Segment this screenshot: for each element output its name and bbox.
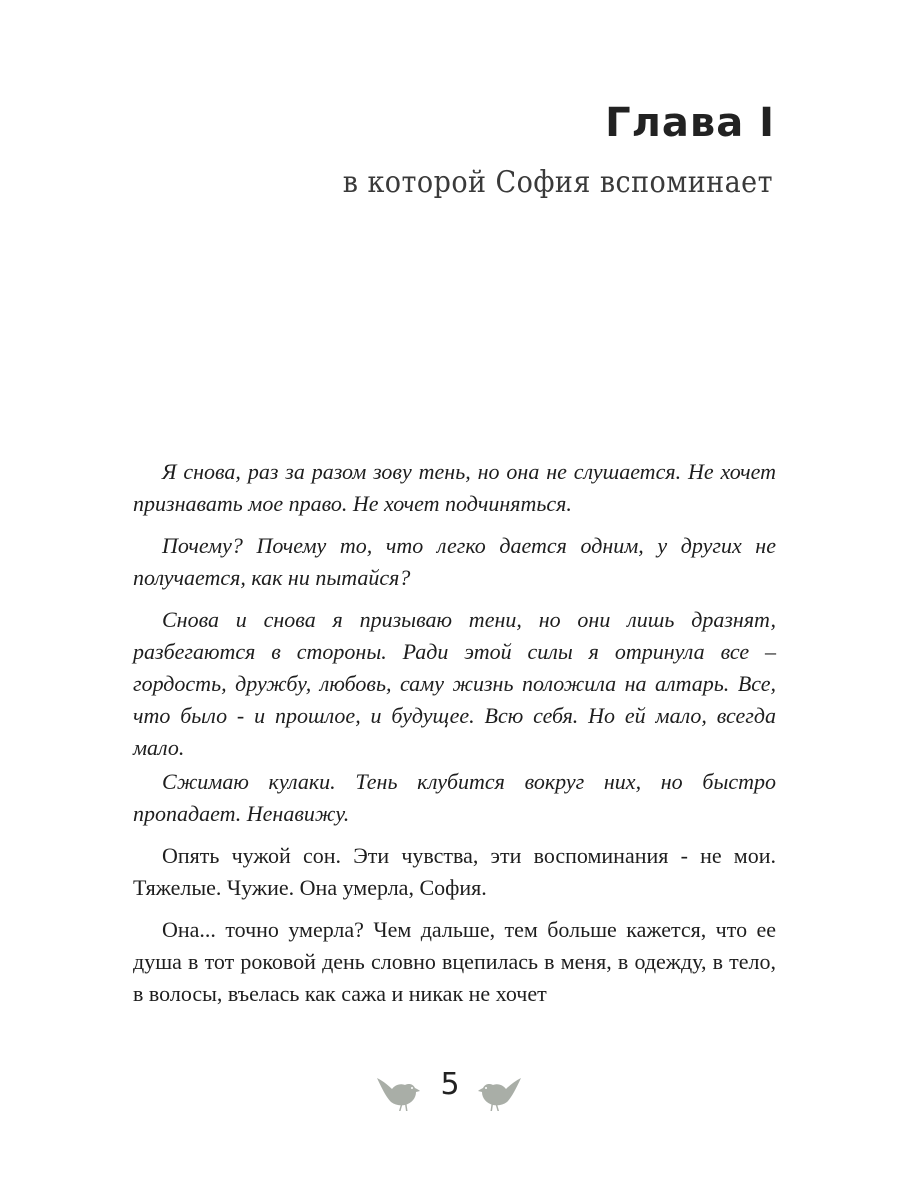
chapter-title: Глава I [605,100,775,146]
chapter-subtitle: в которой София вспоминает [342,165,773,200]
paragraph-3: Снова и снова я призываю тени, но они лишь дразнят, разбегаются в стороны. Ради этой силы я отринула все – гордость, дружбу, любовь, саму жизнь положила на алтарь. Все, что было - и прошлое, и будущее. Всю себя. Но ей мало, всегда мало. [133,607,776,760]
paragraph-6: Она... точно умерла? Чем дальше, тем больше кажется, что ее душа в тот роковой день словно вцепилась в меня, в одежду, в тело, в волосы, въелась как сажа и никак не хочет [133,917,776,1006]
page-number: 5 [440,1067,460,1102]
sparrow-icon [375,1071,421,1111]
sparrow-icon [477,1071,523,1111]
paragraph-1: Я снова, раз за разом зову тень, но она не слушается. Не хочет признавать мое право. Не хочет подчиняться. [133,459,776,516]
paragraph-4: Сжимаю кулаки. Тень клубится вокруг них, но быстро пропадает. Ненавижу. [133,769,776,826]
paragraph-5: Опять чужой сон. Эти чувства, эти воспоминания - не мои. Тяжелые. Чужие. Она умерла, София. [133,843,776,900]
body-text [133,456,776,1020]
page-footer [0,1065,900,1115]
paragraph-2: Почему? Почему то, что легко дается одним, у других не получается, как ни пытайся? [133,533,776,590]
